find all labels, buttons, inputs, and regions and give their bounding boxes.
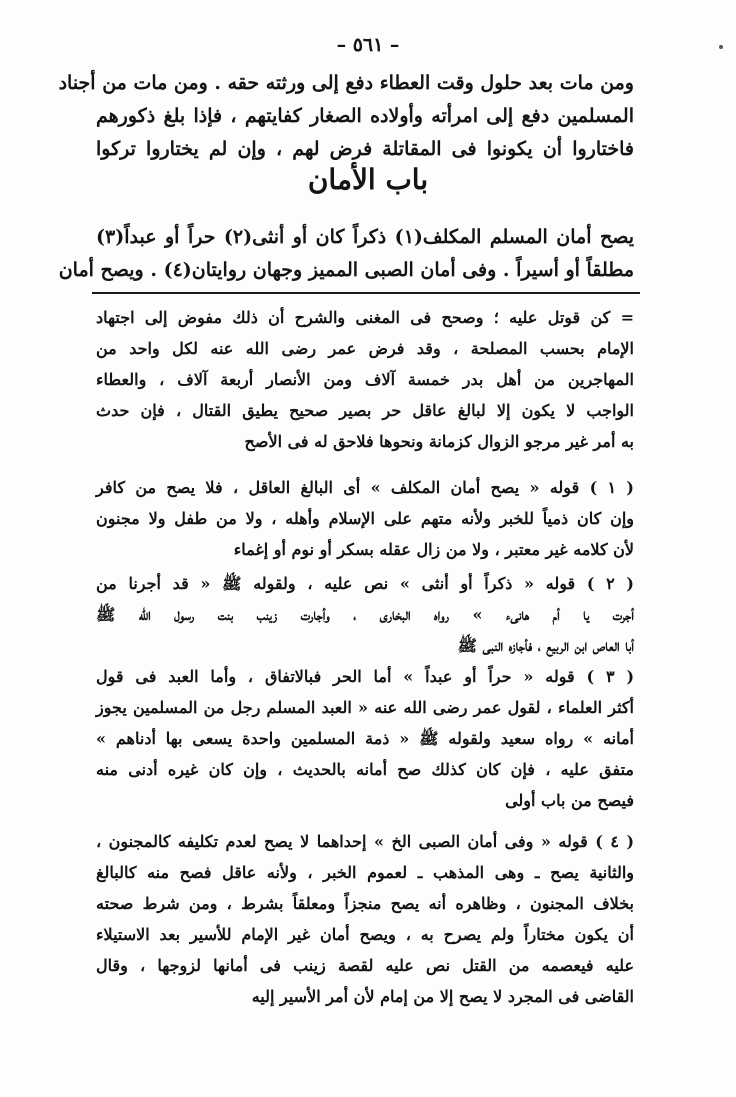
- main-text-line: فاختاروا أن يكونوا فى المقاتلة فرض لهم ، وإن لم يختاروا تركوا: [96, 138, 634, 160]
- footnote-line: ( ٢ ) قوله « ذكراً أو أنثى » نص عليه ، ولقوله ﷺ « قد أجرنا من: [96, 574, 635, 593]
- footnote-line: ( ٣ ) قوله « حراً أو عبداً » أما الحر فبالاتفاق ، وأما العبد فى قول: [96, 667, 635, 686]
- main-text-line: مطلقاً أو أسيراً . وفى أمان الصبى المميز وجهان روايتان(٤) . ويصح أمان: [58, 259, 634, 281]
- footnote-line: = كن قوتل عليه ؛ وصحح فى المغنى والشرح أن ذلك مفوض إلى اجتهاد: [96, 308, 634, 327]
- main-text-line: ومن مات بعد حلول وقت العطاء دفع إلى ورثته حقه . ومن مات من أجناد: [58, 72, 634, 94]
- footnote-line: متفق عليه ، فإن كان كذلك صح أمانه بالحديث ، وإن كان غيره أدنى منه: [96, 760, 634, 779]
- main-text-line: المسلمين دفع إلى امرأته وأولاده الصغار كفايتهم ، فإذا بلغ ذكورهم: [96, 105, 634, 127]
- footnote-line: القاضى فى المجرد لا يصح إلا من إمام لأن أمر الأسير إليه: [251, 987, 634, 1006]
- footnote-line: وإن كان ذمياً للخبر ولأنه متهم على الإسلام وأهله ، ولا من طفل ولا مجنون: [96, 509, 634, 528]
- footnote-line: ( ١ ) قوله « يصح أمان المكلف » أى البالغ العاقل ، فلا يصح من كافر: [96, 478, 634, 497]
- footnote-separator: [92, 292, 640, 294]
- footnote-line: عليه فيعصمه من القتل نص عليه لقصة زينب فى أمانها لزوجها ، وقال: [96, 956, 634, 975]
- footnote-line: والثانية يصح ـ وهى المذهب ـ لعموم الخبر ، ولأنه عاقل فصح منه كالبالغ: [96, 863, 634, 882]
- footnote-line: أمانه » رواه سعيد ولقوله ﷺ « ذمة المسلمين واحدة يسعى بها أدناهم »: [96, 729, 634, 748]
- footnote-line: بخلاف المجنون ، وظاهره أنه يصح منجزاً ومعلقاً بشرط ، ومن شرط صحته: [96, 894, 634, 913]
- footnote-line: الإمام بحسب المصلحة ، وقد فرض عمر رضى الله عنه لكل واحد من: [96, 339, 634, 358]
- footnote-line: الواجب لا يكون إلا لبالغ عاقل حر بصير صحيح يطيق القتال ، فإن حدث: [96, 401, 634, 420]
- footnote-line: أجرت يا أم هانىء » رواه البخارى ، وأجارت زينب بنت رسول الله ﷺ: [96, 605, 634, 624]
- footnote-line: أبا العاص ابن الربيع ، فأجازه النبى ﷺ: [457, 636, 634, 655]
- footnote-line: به أمر غير مرجو الزوال كزمانة ونحوها فلاحق له فى الأصح: [244, 432, 634, 451]
- main-text-line: يصح أمان المسلم المكلف(١) ذكراً كان أو أنثى(٢) حراً أو عبداً(٣): [96, 226, 634, 248]
- footnote-line: المهاجرين من أهل بدر خمسة آلاف ومن الأنصار أربعة آلاف ، والعطاء: [96, 370, 634, 389]
- footnote-line: أن يكون مختاراً ولم يصرح به ، ويصح أمان غير الإمام للأسير بعد الاستيلاء: [96, 925, 634, 944]
- footnote-line: ( ٤ ) قوله « وفى أمان الصبى الخ » إحداهما لا يصح لعدم تكليفه كالمجنون ،: [96, 832, 635, 851]
- footnote-line: لأن كلامه غير معتبر ، ولا من زال عقله بسكر أو نوم أو إغماء: [233, 540, 634, 559]
- page-number: – ٥٦١ –: [336, 34, 400, 56]
- footnote-line: فيصح من باب أولى: [505, 791, 634, 810]
- section-heading: باب الأمان: [307, 163, 429, 196]
- footnote-line: أكثر العلماء ، لقول عمر رضى الله عنه « العبد المسلم رجل من المسلمين يجوز: [96, 698, 634, 717]
